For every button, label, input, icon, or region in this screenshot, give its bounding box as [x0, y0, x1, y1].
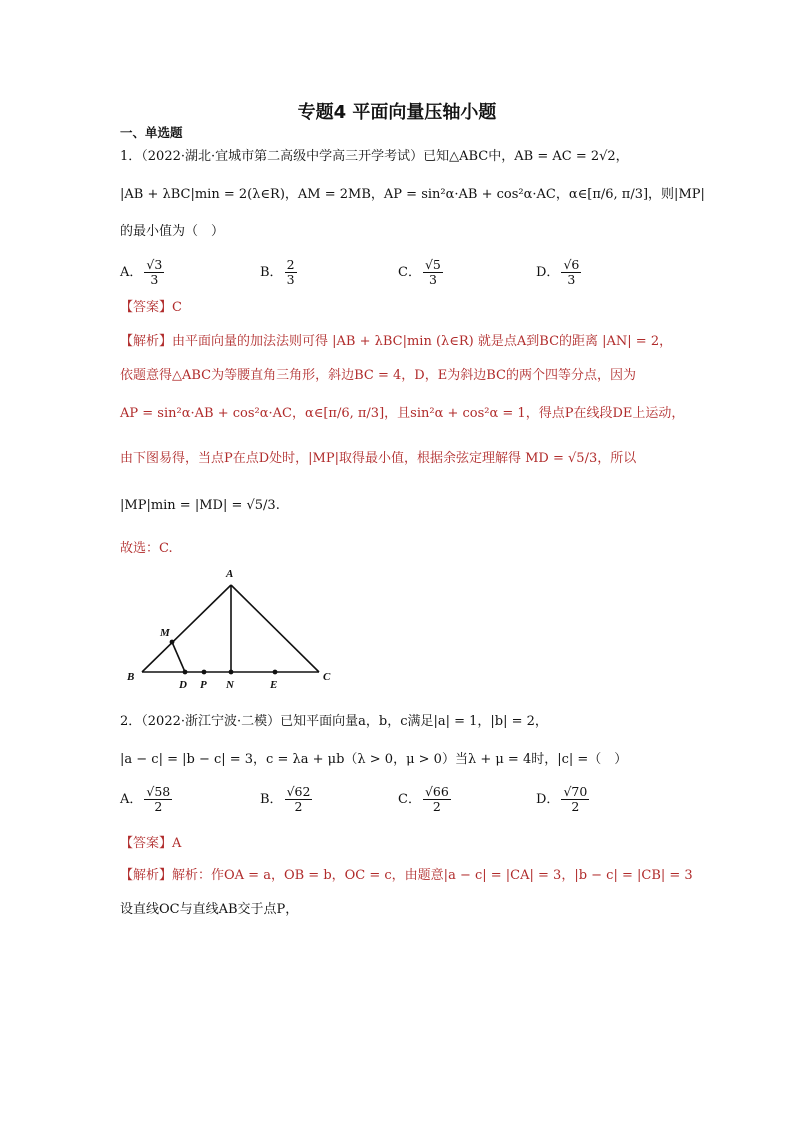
option-fraction [561, 785, 589, 814]
option-fraction [285, 258, 297, 287]
fraction-denominator: 2 [571, 799, 580, 814]
label-c: C [323, 671, 331, 683]
option-label: B． [260, 265, 283, 280]
section-heading: 一、单选题 [120, 125, 183, 140]
q2-analysis-line1 [120, 864, 693, 883]
point-n [229, 670, 234, 675]
q1-analysis-line4: 由下图易得，当点P在点D处时，|MP|取得最小值，根据余弦定理解得 MD = √5/3，所以 [120, 451, 637, 466]
option-fraction [285, 785, 313, 814]
fraction-denominator: 2 [432, 799, 441, 814]
option-label: B． [260, 792, 283, 807]
option-label: D． [536, 265, 560, 280]
segment-md [172, 642, 185, 672]
fraction-denominator: 3 [150, 272, 159, 287]
q1-option-d [536, 258, 583, 287]
option-label: A． [120, 792, 143, 807]
fraction-numerator: √62 [286, 784, 311, 799]
segment-ba [142, 585, 231, 672]
q1-analysis-line1: 【解析】由平面向量的加法法则可得 |AB + λBC|min (λ∈R) 就是点A到BC的距离 |AN| = 2， [120, 334, 673, 349]
q1-answer: 【答案】C [120, 300, 182, 315]
label-m: M [160, 627, 170, 639]
q2-option-a [120, 785, 174, 814]
fraction-numerator: √3 [146, 257, 163, 272]
option-label: C． [398, 265, 421, 280]
q2-stem-line2: |a − c| = |b − c| = 3，c = λa + μb（λ > 0，μ > 0）当λ + μ = 4时，|c| =（ ） [120, 752, 628, 767]
q1-options [120, 250, 680, 286]
option-fraction [144, 258, 164, 287]
q2-answer: 【答案】A [120, 836, 182, 851]
fraction-denominator: 3 [567, 272, 576, 287]
q1-analysis-line2: 依题意得△ABC为等腰直角三角形，斜边BC = 4，D，E为斜边BC的两个四等分点，因为 [120, 368, 636, 383]
fraction-numerator: √6 [563, 257, 580, 272]
q1-option-c [398, 258, 445, 287]
q2-options [120, 779, 680, 815]
fraction-numerator: √58 [146, 784, 171, 799]
label-p: P [200, 679, 207, 691]
option-fraction [561, 258, 581, 287]
option-label: D． [536, 792, 560, 807]
label-a: A [226, 568, 234, 580]
fraction-numerator: √66 [424, 784, 449, 799]
q2-option-c [398, 785, 453, 814]
point-m [170, 640, 175, 645]
point-p [202, 670, 207, 675]
q2-analysis-text: 【解析】解析：作OA = a，OB = b，OC = c，由题意|a − c| = |CA| = 3，|b − c| = |CB| = 3 [120, 868, 693, 883]
label-b: B [127, 671, 135, 683]
q2-stem-line1: 2．（2022·浙江宁波·二模）已知平面向量a，b，c满足|a| = 1，|b| = 2， [120, 714, 548, 729]
fraction-numerator: 2 [286, 257, 295, 272]
q1-stem-line2: |AB + λBC|min = 2(λ∈R)，AM = 2MB，AP = sin²α·AB + cos²α·AC，α∈[π/6, π/3]，则|MP| [120, 187, 705, 202]
option-fraction [423, 785, 451, 814]
segment-ac [231, 585, 319, 672]
fraction-denominator: 3 [286, 272, 295, 287]
option-fraction [423, 258, 443, 287]
fraction-denominator: 3 [428, 272, 437, 287]
point-d [183, 670, 188, 675]
q1-option-b [260, 258, 299, 287]
q1-analysis-line3: AP = sin²α·AB + cos²α·AC，α∈[π/6, π/3]，且sin²α + cos²α = 1，得点P在线段DE上运动， [120, 406, 685, 421]
q2-option-b [260, 785, 314, 814]
q2-option-d [536, 785, 591, 814]
point-e [273, 670, 278, 675]
q1-option-a [120, 258, 166, 287]
fraction-denominator: 2 [294, 799, 303, 814]
q1-conclusion: 故选：C. [120, 541, 173, 556]
label-e: E [270, 679, 278, 691]
q1-analysis-line5: |MP|min = |MD| = √5/3. [120, 498, 280, 513]
fraction-numerator: √70 [563, 784, 588, 799]
fraction-denominator: 2 [154, 799, 163, 814]
option-label: A． [120, 265, 143, 280]
triangle-diagram [118, 560, 348, 695]
q1-stem-line1: 1．（2022·湖北·宜城市第二高级中学高三开学考试）已知△ABC中，AB = AC = 2√2， [120, 149, 629, 164]
label-d: D [179, 679, 187, 691]
fraction-numerator: √5 [424, 257, 441, 272]
option-label: C． [398, 792, 421, 807]
option-fraction [144, 785, 172, 814]
page-title: 专题4 平面向量压轴小题 [297, 102, 497, 123]
q2-analysis-line2: 设直线OC与直线AB交于点P， [120, 902, 299, 917]
label-n: N [226, 679, 234, 691]
q1-stem-line3: 的最小值为（ ） [120, 224, 225, 239]
